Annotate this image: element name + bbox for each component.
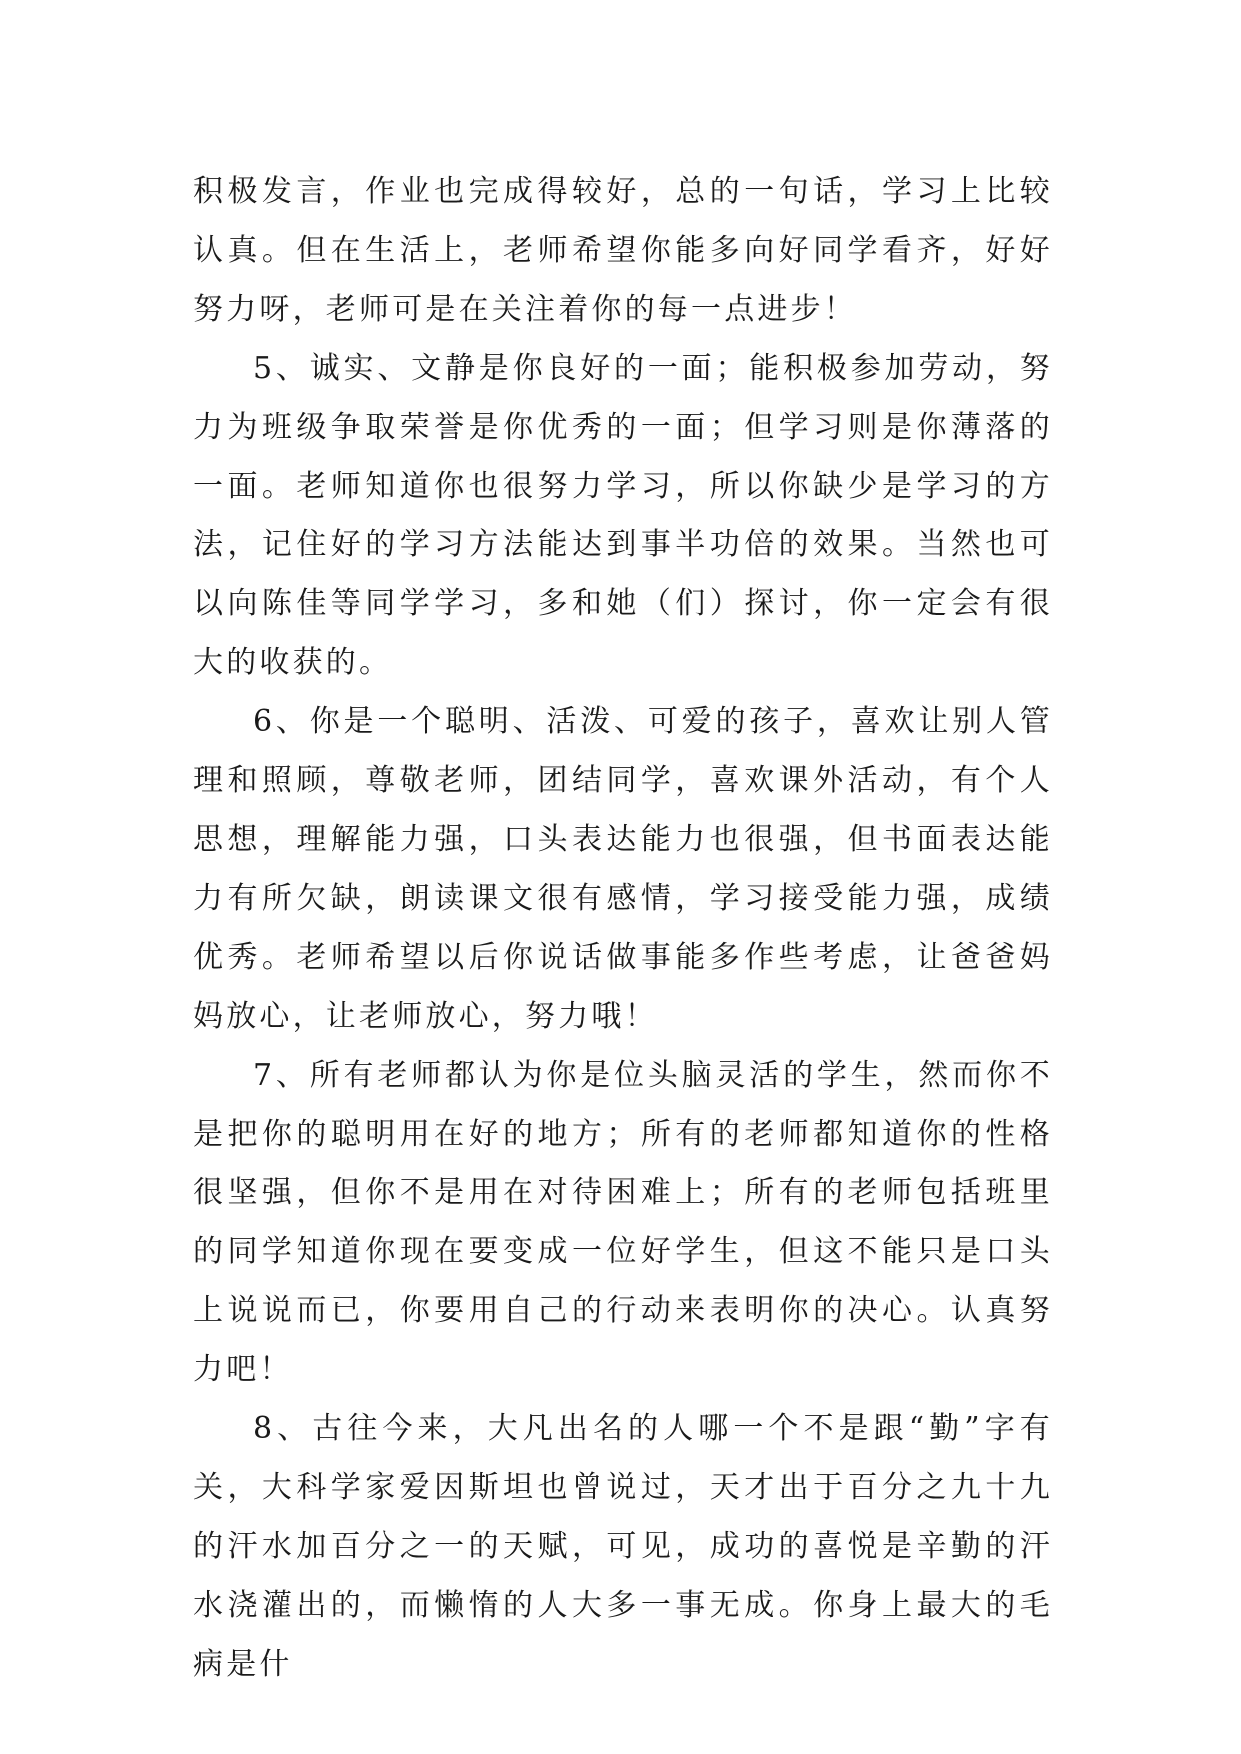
paragraph-comment-6: 6、你是一个聪明、活泼、可爱的孩子，喜欢让别人管理和照顾，尊敬老师，团结同学，喜欢课外活动，有个人思想，理解能力强，口头表达能力也很强，但书面表达能力有所欠缺，朗读课文很有感情，学习接受能力强，成绩优秀。老师希望以后你说话做事能多作些考虑，让爸爸妈妈放心，让老师放心，努力哦！ xyxy=(193,704,1053,1034)
document-body xyxy=(193,163,1053,1695)
paragraph-comment-7: 7、所有老师都认为你是位头脑灵活的学生，然而你不是把你的聪明用在好的地方；所有的老师都知道你的性格很坚强，但你不是用在对待困难上；所有的老师包括班里的同学知道你现在要变成一位好学生，但这不能只是口头上说说而已，你要用自己的行动来表明你的决心。认真努力吧！ xyxy=(193,1057,1053,1388)
paragraph-comment-8: 8、古往今来，大凡出名的人哪一个不是跟“勤”字有关，大科学家爱因斯坦也曾说过，天才出于百分之九十九的汗水加百分之一的天赋，可见，成功的喜悦是辛勤的汗水浇灌出的，而懒惰的人大多一事无成。你身上最大的毛病是什 xyxy=(193,1411,1053,1682)
paragraph-comment-5: 5、诚实、文静是你良好的一面；能积极参加劳动，努力为班级争取荣誉是你优秀的一面；但学习则是你薄落的一面。老师知道你也很努力学习，所以你缺少是学习的方法，记住好的学习方法能达到事半功倍的效果。当然也可以向陈佳等同学学习，多和她（们）探讨，你一定会有很大的收获的。 xyxy=(193,350,1053,681)
paragraph-continuation: 积极发言，作业也完成得较好，总的一句话，学习上比较认真。但在生活上，老师希望你能多向好同学看齐，好好努力呀，老师可是在关注着你的每一点进步！ xyxy=(193,174,1053,327)
